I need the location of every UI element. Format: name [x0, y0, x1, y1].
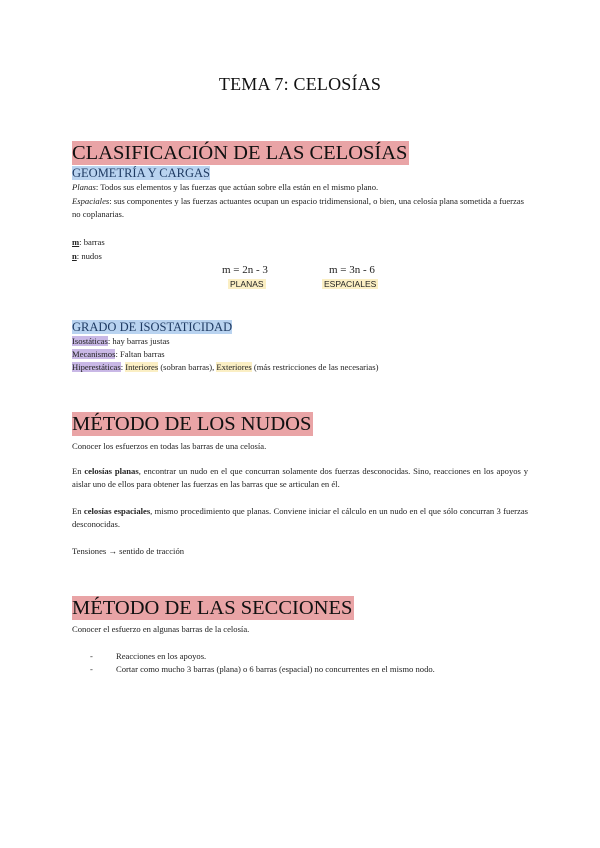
nudos-paragraph-4: Tensiones → sentido de tracción — [72, 546, 185, 556]
n-meaning: : nudos — [76, 251, 102, 261]
term-interiores: Interiores — [125, 362, 159, 372]
term-planas: Planas — [72, 182, 96, 192]
mecanismos-text: : Faltan barras — [115, 349, 165, 359]
bullet-text-2: Cortar como mucho 3 barras (plana) o 6 barras (espacial) no concurrentes en el mismo nodo. — [116, 664, 435, 674]
page-title: TEMA 7: CELOSÍAS — [218, 74, 382, 94]
nudos-p3-pre: En — [72, 506, 84, 516]
nudos-paragraph-2 — [72, 465, 528, 491]
bullet-dash: - — [90, 651, 93, 661]
label-espaciales: ESPACIALES — [324, 279, 377, 289]
nudos-p2-post: , encontrar un nudo en el que concurran solamente dos fuerzas desconocidas. Sino, reacciones en los apoyos y aislar uno de ellos para obtener las fuerzas en las barras que se articulan en él. — [72, 466, 528, 489]
item-mecanismos — [72, 348, 528, 361]
term-exteriores: Exteriores — [216, 362, 252, 372]
item-isostaticas — [72, 335, 528, 348]
definition-n — [72, 250, 528, 263]
term-espaciales: Espaciales — [72, 196, 110, 206]
term-celosias-planas: celosías planas — [84, 466, 139, 476]
term-n: n — [72, 251, 77, 261]
label-planas: PLANAS — [230, 279, 264, 289]
isostaticas-text: : hay barras justas — [107, 336, 170, 346]
equation-espaciales: m = 3n - 6 — [329, 264, 375, 276]
term-m: m — [72, 237, 80, 247]
bullet-text-1: Reacciones en los apoyos. — [116, 651, 207, 661]
interiores-text: (sobran barras), — [158, 362, 217, 372]
term-hiperestaticas: Hiperestáticas — [72, 362, 121, 372]
m-meaning: : barras — [79, 237, 105, 247]
section-heading-nudos: MÉTODO DE LOS NUDOS — [72, 413, 312, 435]
nudos-paragraph-3 — [72, 505, 528, 531]
nudos-p2-pre: En — [72, 466, 85, 476]
espaciales-definition: : sus componentes y las fuerzas actuantes ocupan un espacio tridimensional, o bien, una celosía plana sometida a fuerzas no coplanarias. — [72, 196, 524, 219]
section-heading-clasificacion: CLASIFICACIÓN DE LAS CELOSÍAS — [72, 142, 408, 164]
nudos-paragraph-1: Conocer los esfuerzos en todas las barras de una celosía. — [72, 441, 267, 451]
item-hiperestaticas — [72, 361, 528, 374]
paragraph-planas — [72, 181, 528, 194]
term-celosias-espaciales: celosías espaciales — [83, 506, 151, 516]
definition-m — [72, 236, 528, 249]
list-item — [90, 650, 510, 663]
secciones-paragraph-1: Conocer el esfuerzo en algunas barras de la celosía. — [72, 624, 250, 634]
paragraph-espaciales — [72, 195, 528, 221]
equation-planas: m = 2n - 3 — [222, 264, 268, 276]
nudos-p3-post: , mismo procedimiento que planas. Conviene iniciar el cálculo en un nudo en el que sólo concurran 3 fuerzas desconocidas. — [72, 506, 528, 529]
exteriores-text: (más restricciones de las necesarias) — [251, 362, 379, 372]
term-isostaticas: Isostáticas — [72, 336, 108, 346]
bullet-dash: - — [90, 664, 93, 674]
hiperestaticas-sep: : — [120, 362, 126, 372]
subheading-isostaticidad: GRADO DE ISOSTATICIDAD — [72, 320, 233, 334]
list-item — [90, 663, 520, 676]
subheading-geometria: GEOMETRÍA Y CARGAS — [72, 166, 210, 180]
section-heading-secciones: MÉTODO DE LAS SECCIONES — [72, 597, 353, 619]
term-mecanismos: Mecanismos — [72, 349, 116, 359]
planas-definition: : Todos sus elementos y las fuerzas que actúan sobre ella están en el mismo plano. — [95, 182, 379, 192]
